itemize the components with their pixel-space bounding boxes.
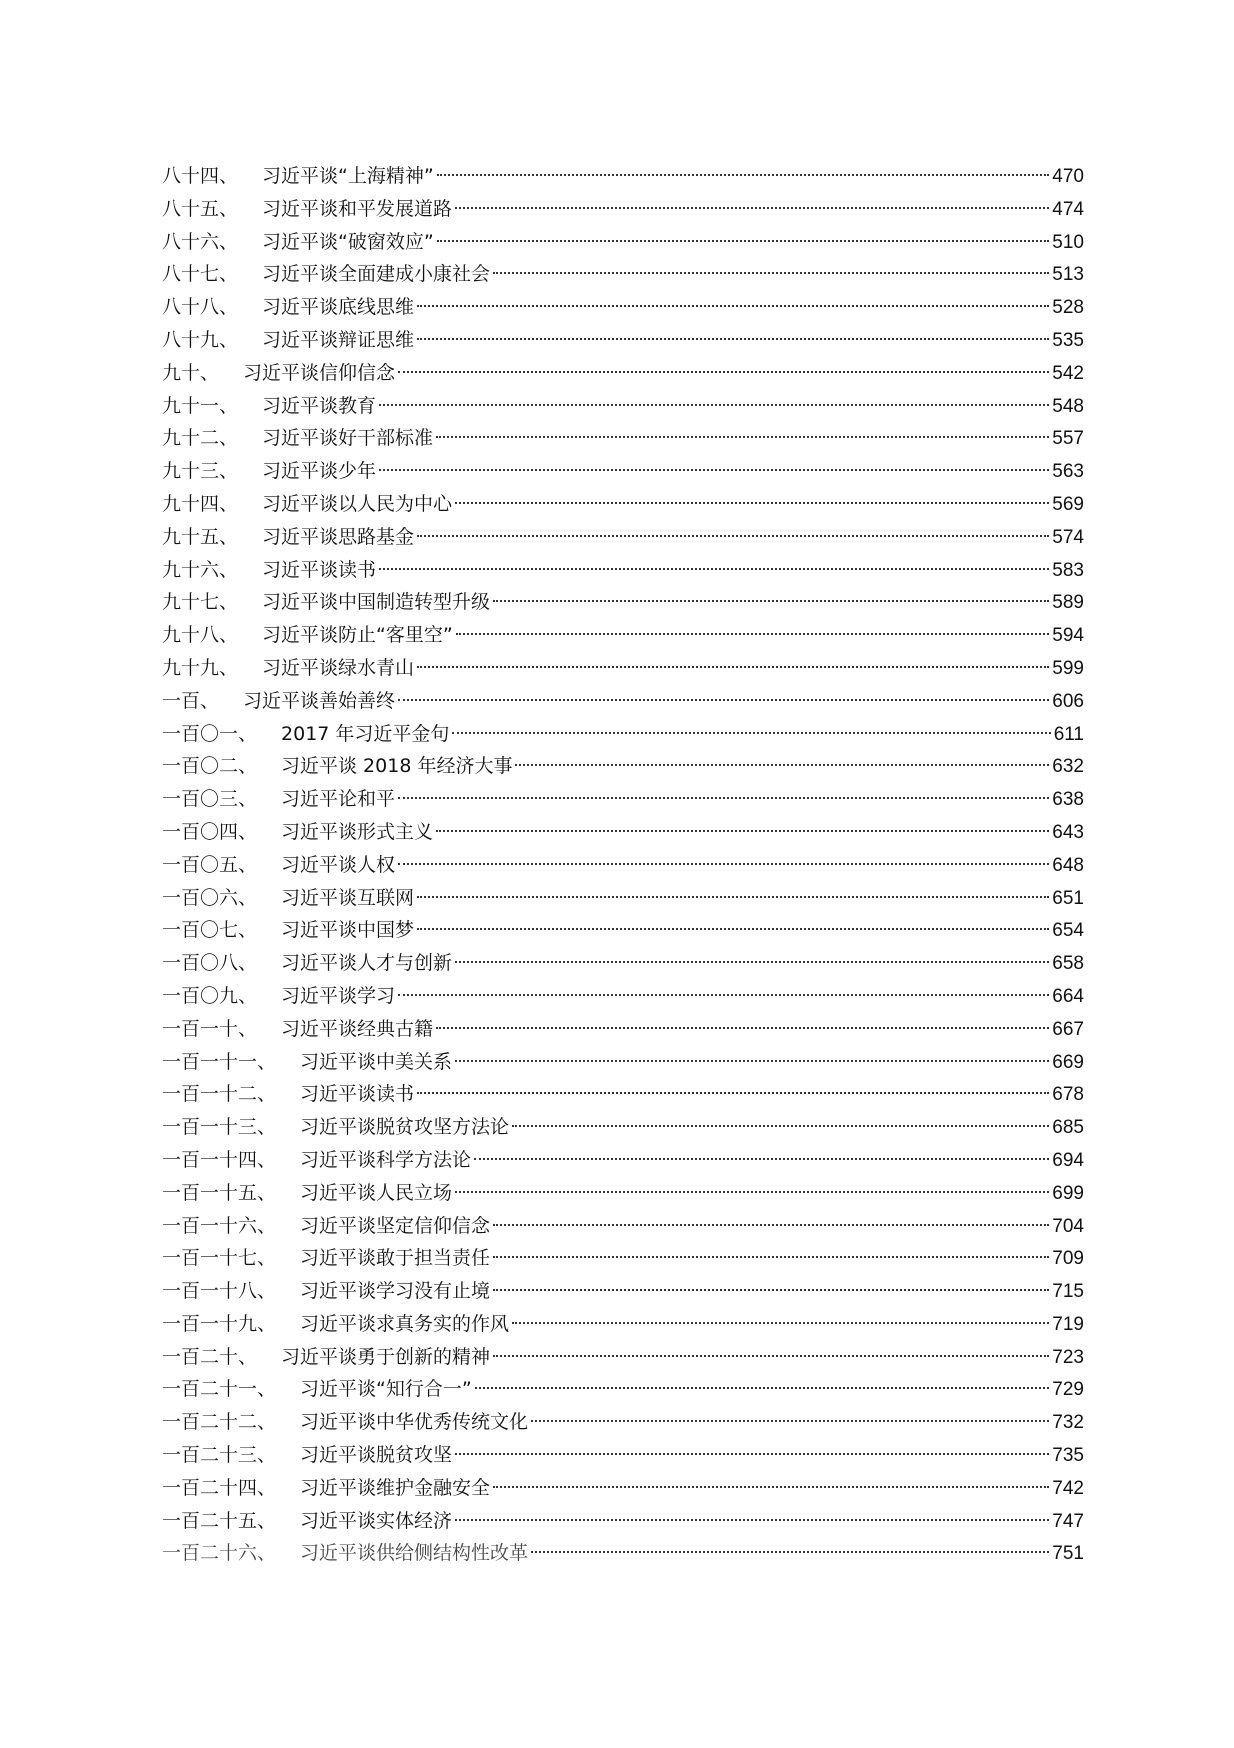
toc-entry-title[interactable]: 习近平谈人权	[281, 853, 396, 876]
toc-dot-leader	[436, 830, 1049, 832]
toc-entry-number: 一百〇七、	[162, 919, 258, 942]
toc-entry[interactable]	[162, 291, 1084, 324]
toc-dot-leader	[455, 502, 1049, 504]
toc-entry-title[interactable]: 习近平谈“上海精神”	[262, 165, 434, 187]
toc-entry-number: 一百二十四、	[162, 1476, 277, 1499]
toc-entry-number: 八十五、	[162, 197, 239, 220]
toc-entry-title[interactable]: 习近平谈绿水青山	[262, 656, 415, 679]
toc-entry-page-number[interactable]: 709	[1052, 1248, 1084, 1270]
toc-entry-number: 八十六、	[162, 230, 239, 253]
toc-entry[interactable]	[162, 1406, 1084, 1439]
toc-entry[interactable]	[162, 357, 1084, 390]
toc-entry[interactable]	[162, 521, 1084, 554]
toc-entry-number: 一百二十一、	[162, 1378, 277, 1401]
toc-dot-leader	[512, 1125, 1049, 1127]
toc-entry[interactable]	[162, 1373, 1084, 1406]
toc-entry[interactable]	[162, 554, 1084, 587]
toc-dot-leader	[456, 633, 1050, 635]
toc-dot-leader	[474, 1158, 1049, 1160]
toc-entry-title[interactable]: 习近平谈科学方法论	[300, 1148, 472, 1171]
toc-entry[interactable]	[162, 1275, 1084, 1308]
toc-entry-title[interactable]: 习近平谈以人民为中心	[262, 492, 453, 515]
toc-entry-title[interactable]: 习近平谈坚定信仰信念	[300, 1214, 491, 1237]
toc-dot-leader	[455, 207, 1049, 209]
toc-entry-number: 九十二、	[162, 427, 239, 450]
toc-entry-number: 一百一十五、	[162, 1181, 277, 1204]
toc-entry-title[interactable]: 习近平谈读书	[300, 1083, 415, 1106]
toc-dot-leader	[455, 1191, 1049, 1193]
toc-dot-leader	[493, 600, 1049, 602]
toc-entry-page-number[interactable]: 574	[1052, 526, 1084, 548]
toc-entry-number: 一百〇六、	[162, 886, 258, 909]
toc-entry-title[interactable]: 习近平谈辩证思维	[262, 328, 415, 351]
toc-entry-number: 一百〇五、	[162, 853, 258, 876]
toc-dot-leader	[398, 797, 1049, 799]
toc-entry-title[interactable]: 习近平谈人民立场	[300, 1181, 453, 1204]
toc-entry-number: 一百二十二、	[162, 1411, 277, 1434]
toc-entry-title[interactable]: 习近平谈形式主义	[281, 820, 434, 843]
toc-dot-leader	[417, 305, 1049, 307]
toc-entry-page-number[interactable]: 685	[1052, 1117, 1084, 1139]
toc-dot-leader	[417, 928, 1049, 930]
toc-entry-title[interactable]: 习近平谈思路基金	[262, 525, 415, 548]
toc-entry[interactable]	[162, 1013, 1084, 1046]
table-of-contents	[162, 160, 1084, 1570]
toc-entry[interactable]	[162, 1505, 1084, 1538]
toc-entry-page-number[interactable]: 747	[1052, 1510, 1084, 1532]
toc-entry[interactable]	[162, 1111, 1084, 1144]
toc-entry[interactable]	[162, 226, 1084, 259]
toc-entry-page-number[interactable]: 589	[1052, 592, 1084, 614]
toc-entry-page-number[interactable]: 583	[1052, 559, 1084, 581]
toc-entry-page-number[interactable]: 632	[1052, 756, 1084, 778]
toc-dot-leader	[437, 174, 1050, 176]
toc-dot-leader	[475, 1387, 1050, 1389]
toc-dot-leader	[493, 1486, 1049, 1488]
toc-entry-number: 一百〇二、	[162, 755, 258, 778]
toc-entry-page-number[interactable]: 664	[1052, 985, 1084, 1007]
toc-dot-leader	[455, 1060, 1049, 1062]
toc-dot-leader	[437, 240, 1050, 242]
toc-entry[interactable]	[162, 455, 1084, 488]
toc-entry-page-number[interactable]: 678	[1052, 1084, 1084, 1106]
toc-entry-page-number[interactable]: 569	[1052, 493, 1084, 515]
toc-entry-number: 一百一十四、	[162, 1148, 277, 1171]
toc-entry-page-number[interactable]: 535	[1052, 329, 1084, 351]
toc-dot-leader	[455, 961, 1049, 963]
toc-entry-title[interactable]: 习近平谈脱贫攻坚	[300, 1444, 453, 1467]
toc-entry-page-number[interactable]: 715	[1052, 1281, 1084, 1303]
toc-entry-title[interactable]: 习近平谈中华优秀传统文化	[300, 1411, 529, 1434]
toc-dot-leader	[398, 994, 1049, 996]
toc-entry[interactable]	[162, 849, 1084, 882]
toc-entry-title[interactable]: 习近平谈防止“客里空”	[262, 624, 453, 647]
toc-entry-title[interactable]: 习近平谈实体经济	[300, 1509, 453, 1532]
toc-entry[interactable]	[162, 1177, 1084, 1210]
toc-entry[interactable]	[162, 488, 1084, 521]
toc-entry-number: 一百二十、	[162, 1345, 258, 1368]
toc-entry[interactable]	[162, 652, 1084, 685]
toc-entry-page-number[interactable]: 742	[1052, 1477, 1084, 1499]
toc-entry-number: 九十八、	[162, 624, 239, 647]
toc-dot-leader	[515, 764, 1049, 766]
toc-entry[interactable]	[162, 1537, 1084, 1570]
toc-entry-page-number[interactable]: 669	[1052, 1051, 1084, 1073]
toc-entry-title[interactable]: 习近平谈“知行合一”	[300, 1378, 472, 1401]
toc-dot-leader	[455, 1453, 1049, 1455]
toc-entry[interactable]	[162, 422, 1084, 455]
toc-entry-title[interactable]: 习近平谈脱贫攻坚方法论	[300, 1116, 510, 1139]
toc-entry-title[interactable]: 习近平谈维护金融安全	[300, 1476, 491, 1499]
toc-entry-number: 九十七、	[162, 591, 239, 614]
toc-entry-title[interactable]: 习近平谈中国梦	[281, 919, 415, 942]
toc-entry-page-number[interactable]: 611	[1053, 723, 1084, 745]
toc-dot-leader	[379, 469, 1049, 471]
toc-entry-page-number[interactable]: 694	[1052, 1149, 1084, 1171]
toc-entry-title[interactable]: 习近平谈信仰信念	[243, 361, 396, 384]
toc-entry[interactable]	[162, 160, 1084, 193]
toc-entry-title[interactable]: 习近平谈和平发展道路	[262, 197, 453, 220]
toc-entry-number: 一百〇八、	[162, 952, 258, 975]
toc-entry-title[interactable]: 习近平论和平	[281, 788, 396, 811]
toc-entry-number: 一百、	[162, 689, 220, 712]
toc-dot-leader	[493, 1355, 1049, 1357]
toc-entry-page-number[interactable]: 548	[1052, 395, 1084, 417]
toc-entry-page-number[interactable]: 542	[1052, 362, 1084, 384]
toc-dot-leader	[398, 863, 1049, 865]
toc-entry-title[interactable]: 习近平谈求真务实的作风	[300, 1312, 510, 1335]
toc-entry-page-number[interactable]: 606	[1052, 690, 1084, 712]
toc-entry-page-number[interactable]: 723	[1052, 1346, 1084, 1368]
toc-entry-title[interactable]: 习近平谈教育	[262, 394, 377, 417]
toc-entry-number: 一百〇九、	[162, 984, 258, 1007]
toc-entry-number: 一百一十九、	[162, 1312, 277, 1335]
toc-entry-number: 九十五、	[162, 525, 239, 548]
toc-dot-leader	[417, 338, 1049, 340]
toc-entry[interactable]	[162, 816, 1084, 849]
toc-entry[interactable]	[162, 1078, 1084, 1111]
toc-dot-leader	[436, 1027, 1049, 1029]
toc-entry[interactable]	[162, 947, 1084, 980]
toc-dot-leader	[493, 1224, 1049, 1226]
toc-dot-leader	[417, 535, 1049, 537]
toc-dot-leader	[452, 732, 1050, 734]
toc-entry[interactable]	[162, 1046, 1084, 1079]
toc-entry[interactable]	[162, 1144, 1084, 1177]
toc-entry-title[interactable]: 习近平谈读书	[262, 558, 377, 581]
toc-dot-leader	[455, 1519, 1049, 1521]
toc-entry-number: 一百一十、	[162, 1017, 258, 1040]
toc-entry-page-number[interactable]: 594	[1052, 625, 1084, 647]
toc-entry-title[interactable]: 习近平谈敢于担当责任	[300, 1247, 491, 1270]
toc-entry-number: 一百一十三、	[162, 1116, 277, 1139]
toc-entry-title[interactable]: 习近平谈中国制造转型升级	[262, 591, 491, 614]
toc-entry-page-number[interactable]: 510	[1052, 231, 1084, 253]
toc-dot-leader	[531, 1420, 1049, 1422]
toc-entry-number: 一百〇一、	[162, 722, 258, 745]
toc-entry-page-number[interactable]: 719	[1052, 1313, 1084, 1335]
toc-entry[interactable]	[162, 1472, 1084, 1505]
toc-entry-number: 一百一十二、	[162, 1083, 277, 1106]
toc-entry-page-number[interactable]: 751	[1052, 1543, 1084, 1565]
toc-entry-title[interactable]: 习近平谈供给侧结构性改革	[300, 1542, 529, 1565]
toc-entry-page-number[interactable]: 658	[1052, 953, 1084, 975]
toc-entry-page-number[interactable]: 735	[1052, 1445, 1084, 1467]
toc-entry[interactable]	[162, 1308, 1084, 1341]
toc-dot-leader	[398, 371, 1049, 373]
toc-entry-title[interactable]: 习近平谈善始善终	[243, 689, 396, 712]
toc-entry-title[interactable]: 习近平谈学习没有止境	[300, 1280, 491, 1303]
toc-entry-page-number[interactable]: 643	[1052, 821, 1084, 843]
toc-entry-number: 八十九、	[162, 328, 239, 351]
toc-entry-page-number[interactable]: 557	[1052, 428, 1084, 450]
toc-dot-leader	[512, 1322, 1049, 1324]
toc-entry-title[interactable]: 习近平谈经典古籍	[281, 1017, 434, 1040]
toc-entry-title[interactable]: 习近平谈勇于创新的精神	[281, 1345, 491, 1368]
toc-entry-page-number[interactable]: 513	[1052, 264, 1084, 286]
toc-entry-number: 一百二十三、	[162, 1444, 277, 1467]
toc-dot-leader	[531, 1551, 1049, 1553]
toc-dot-leader	[379, 568, 1049, 570]
toc-entry-number: 八十四、	[162, 165, 239, 187]
toc-entry-number: 一百〇三、	[162, 788, 258, 811]
toc-dot-leader	[398, 699, 1049, 701]
toc-entry[interactable]	[162, 914, 1084, 947]
toc-entry-page-number[interactable]: 563	[1052, 461, 1084, 483]
toc-entry-title[interactable]: 习近平谈中美关系	[300, 1050, 453, 1073]
toc-entry[interactable]	[162, 1341, 1084, 1374]
toc-entry-number: 九十九、	[162, 656, 239, 679]
toc-entry-page-number[interactable]: 528	[1052, 297, 1084, 319]
toc-entry[interactable]	[162, 980, 1084, 1013]
toc-entry[interactable]	[162, 586, 1084, 619]
toc-entry[interactable]	[162, 1242, 1084, 1275]
toc-entry[interactable]	[162, 685, 1084, 718]
toc-entry-number: 九十六、	[162, 558, 239, 581]
toc-entry-number: 九十三、	[162, 460, 239, 483]
toc-entry-number: 一百一十七、	[162, 1247, 277, 1270]
toc-entry-title[interactable]: 习近平谈好干部标准	[262, 427, 434, 450]
toc-entry[interactable]	[162, 750, 1084, 783]
toc-entry-page-number[interactable]: 651	[1052, 887, 1084, 909]
toc-entry-title[interactable]: 习近平谈“破窗效应”	[262, 230, 434, 253]
toc-entry-number: 一百一十八、	[162, 1280, 277, 1303]
toc-entry-page-number[interactable]: 648	[1052, 854, 1084, 876]
toc-entry-number: 一百一十六、	[162, 1214, 277, 1237]
toc-entry[interactable]	[162, 718, 1084, 751]
toc-entry[interactable]	[162, 619, 1084, 652]
toc-entry-page-number[interactable]: 599	[1052, 657, 1084, 679]
toc-entry-page-number[interactable]: 704	[1052, 1215, 1084, 1237]
toc-entry-number: 一百〇四、	[162, 820, 258, 843]
toc-entry-page-number[interactable]: 699	[1052, 1182, 1084, 1204]
toc-dot-leader	[493, 272, 1049, 274]
toc-entry-page-number[interactable]: 638	[1052, 789, 1084, 811]
toc-dot-leader	[417, 1092, 1049, 1094]
toc-entry-number: 九十一、	[162, 394, 239, 417]
toc-entry-page-number[interactable]: 470	[1052, 166, 1084, 187]
toc-dot-leader	[379, 404, 1049, 406]
toc-entry-page-number[interactable]: 732	[1052, 1412, 1084, 1434]
toc-entry[interactable]	[162, 324, 1084, 357]
toc-entry-number: 八十八、	[162, 296, 239, 319]
toc-dot-leader	[417, 666, 1049, 668]
toc-dot-leader	[417, 896, 1049, 898]
toc-entry-number: 九十、	[162, 361, 220, 384]
toc-entry[interactable]	[162, 1210, 1084, 1243]
toc-entry-page-number[interactable]: 654	[1052, 920, 1084, 942]
toc-entry[interactable]	[162, 390, 1084, 423]
toc-entry-title[interactable]: 习近平谈互联网	[281, 886, 415, 909]
toc-entry-page-number[interactable]: 474	[1052, 198, 1084, 220]
toc-entry[interactable]	[162, 193, 1084, 226]
toc-entry-title[interactable]: 习近平谈全面建成小康社会	[262, 263, 491, 286]
toc-entry-title[interactable]: 习近平谈 2018 年经济大事	[281, 755, 513, 778]
toc-entry-number: 九十四、	[162, 492, 239, 515]
toc-entry-number: 一百二十六、	[162, 1542, 277, 1565]
toc-dot-leader	[493, 1256, 1049, 1258]
toc-entry-page-number[interactable]: 729	[1052, 1379, 1084, 1401]
toc-dot-leader	[436, 436, 1049, 438]
toc-entry-page-number[interactable]: 667	[1052, 1018, 1084, 1040]
toc-entry[interactable]	[162, 1439, 1084, 1472]
toc-entry-title[interactable]: 习近平谈底线思维	[262, 296, 415, 319]
toc-dot-leader	[493, 1289, 1049, 1291]
toc-entry-title[interactable]: 2017 年习近平金句	[281, 722, 450, 745]
toc-entry-number: 一百二十五、	[162, 1509, 277, 1532]
toc-entry[interactable]	[162, 882, 1084, 915]
toc-entry-title[interactable]: 习近平谈少年	[262, 460, 377, 483]
toc-entry-number: 八十七、	[162, 263, 239, 286]
toc-entry[interactable]	[162, 783, 1084, 816]
toc-entry-title[interactable]: 习近平谈学习	[281, 984, 396, 1007]
toc-entry[interactable]	[162, 258, 1084, 291]
toc-entry-number: 一百一十一、	[162, 1050, 277, 1073]
toc-entry-title[interactable]: 习近平谈人才与创新	[281, 952, 453, 975]
